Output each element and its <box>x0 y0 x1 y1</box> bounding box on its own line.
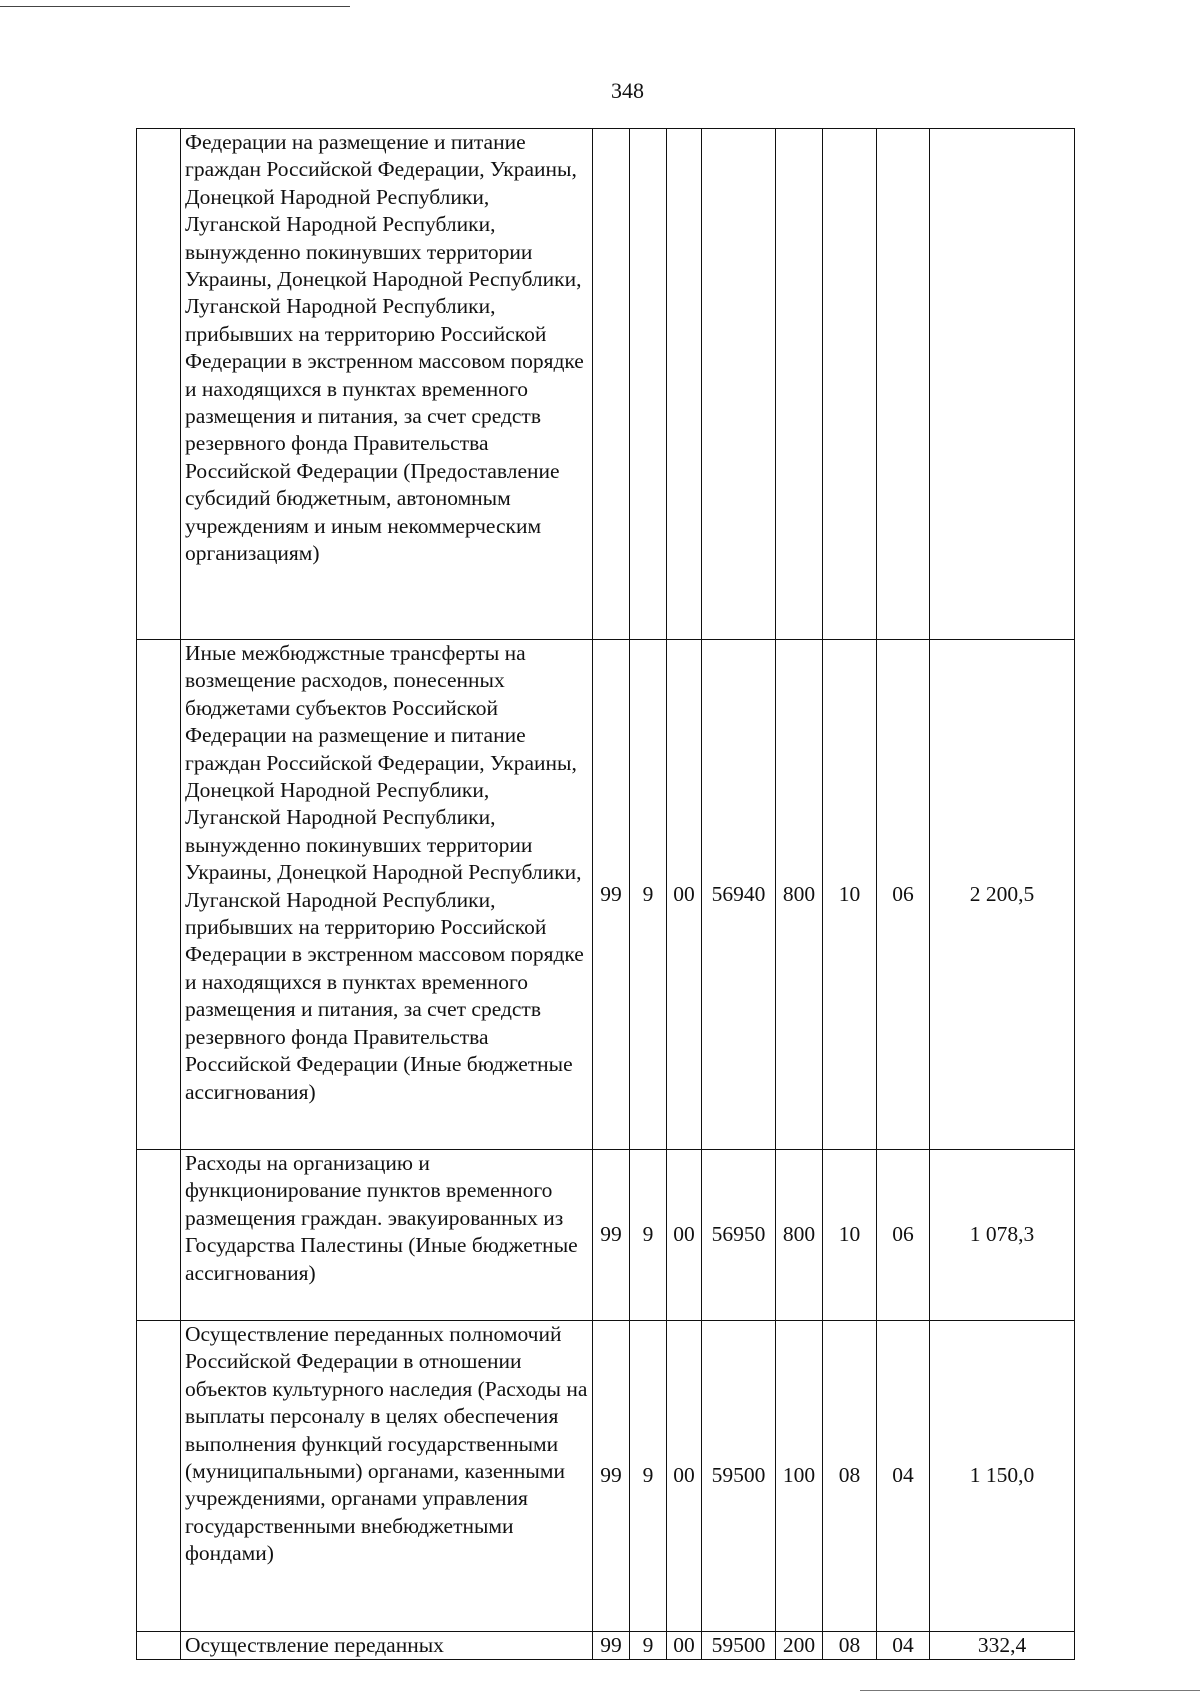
table-row <box>137 1321 1075 1632</box>
page-number: 348 <box>611 78 644 103</box>
subsection-cell: 04 <box>877 1321 930 1632</box>
subprogram-cell: 9 <box>630 640 667 1150</box>
table-row <box>137 1150 1075 1321</box>
code-cell: 59500 <box>702 1321 776 1632</box>
amount-cell: 332,4 <box>930 1632 1075 1660</box>
subsection-cell: 04 <box>877 1632 930 1660</box>
subsection-cell: 06 <box>877 1150 930 1321</box>
table-row <box>137 129 1075 640</box>
subsection-cell: 06 <box>877 640 930 1150</box>
program-cell <box>593 129 630 640</box>
subprogram-cell: 9 <box>630 1321 667 1632</box>
row-number-cell <box>137 129 181 640</box>
row-number-cell <box>137 1632 181 1660</box>
subprogram-cell: 9 <box>630 1632 667 1660</box>
subsection-cell <box>877 129 930 640</box>
subprogram-cell <box>630 129 667 640</box>
budget-table <box>136 128 1075 1660</box>
direction-cell: 00 <box>667 1321 702 1632</box>
description-cell: Федерации на размещение и питание граждан Российской Федерации, Украины, Донецкой Народной Республики, Луганской Народной Республики, вынужденно покинувших территории Украины, Донецкой Народной Республики, Луганской Народной Республики, прибывших на территорию Российской Федерации в экстренном массовом порядке и находящихся в пунктах временного размещения и питания, за счет средств резервного фонда Правительства Российской Федерации (Предоставление субсидий бюджетным, автономным учреждениям и иным некоммерческим организациям) <box>181 129 593 640</box>
table-row <box>137 640 1075 1150</box>
description-cell: Иные межбюджстные трансферты на возмещение расходов, понесенных бюджетами субъектов Российской Федерации на размещение и питание граждан Российской Федерации, Украины, Донецкой Народной Республики, Луганской Народной Республики, вынужденно покинувших территории Украины, Донецкой Народной Республики, Луганской Народной Республики, прибывших на территорию Российской Федерации в экстренном массовом порядке и находящихся в пунктах временного размещения и питания, за счет средств резервного фонда Правительства Российской Федерации (Иные бюджетные ассигнования) <box>181 640 593 1150</box>
amount-cell: 1 150,0 <box>930 1321 1075 1632</box>
description-cell: Расходы на организацию и функционирование пунктов временного размещения граждан. эвакуированных из Государства Палестины (Иные бюджетные ассигнования) <box>181 1150 593 1321</box>
code-cell <box>702 129 776 640</box>
row-number-cell <box>137 640 181 1150</box>
code-cell: 56940 <box>702 640 776 1150</box>
row-number-cell <box>137 1150 181 1321</box>
expense-type-cell: 200 <box>776 1632 823 1660</box>
amount-cell: 2 200,5 <box>930 640 1075 1150</box>
expense-type-cell <box>776 129 823 640</box>
section-cell: 08 <box>823 1321 877 1632</box>
section-cell <box>823 129 877 640</box>
row-number-cell <box>137 1321 181 1632</box>
subprogram-cell: 9 <box>630 1150 667 1321</box>
direction-cell <box>667 129 702 640</box>
scan-edge-line-bottom <box>860 1690 1200 1691</box>
section-cell: 10 <box>823 1150 877 1321</box>
description-cell: Осуществление переданных <box>181 1632 593 1660</box>
section-cell: 08 <box>823 1632 877 1660</box>
expense-type-cell: 800 <box>776 640 823 1150</box>
code-cell: 56950 <box>702 1150 776 1321</box>
scan-edge-line-top <box>0 6 350 7</box>
table-row <box>137 1632 1075 1660</box>
expense-type-cell: 800 <box>776 1150 823 1321</box>
direction-cell: 00 <box>667 1150 702 1321</box>
expense-type-cell: 100 <box>776 1321 823 1632</box>
program-cell: 99 <box>593 1321 630 1632</box>
amount-cell <box>930 129 1075 640</box>
description-cell: Осуществление переданных полномочий Российской Федерации в отношении объектов культурного наследия (Расходы на выплаты персоналу в целях обеспечения выполнения функций государственными (муниципальными) органами, казенными учреждениями, органами управления государственными внебюджетными фондами) <box>181 1321 593 1632</box>
direction-cell: 00 <box>667 1632 702 1660</box>
program-cell: 99 <box>593 640 630 1150</box>
section-cell: 10 <box>823 640 877 1150</box>
amount-cell: 1 078,3 <box>930 1150 1075 1321</box>
program-cell: 99 <box>593 1150 630 1321</box>
direction-cell: 00 <box>667 640 702 1150</box>
program-cell: 99 <box>593 1632 630 1660</box>
code-cell: 59500 <box>702 1632 776 1660</box>
